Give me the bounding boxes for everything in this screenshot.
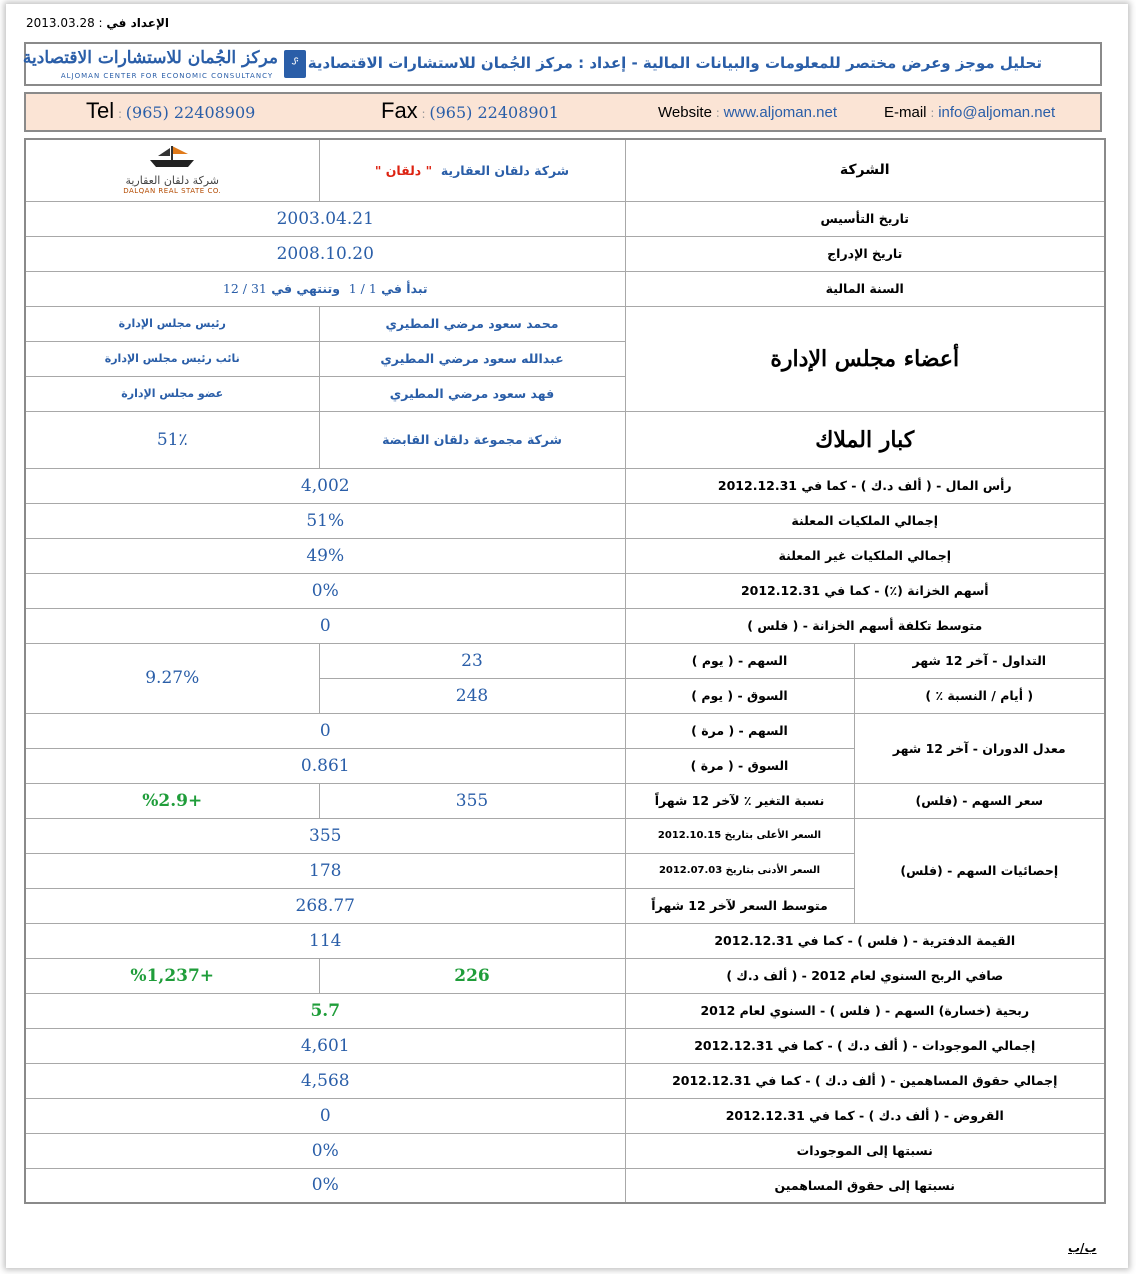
- total-equity-label: إجمالي حقوق المساهمين - ( ألف د.ك ) - كما في 2012.12.31: [625, 1063, 1105, 1098]
- owners-label: كبار الملاك: [815, 426, 915, 453]
- company-name: شركة دلقان العقارية: [440, 162, 570, 178]
- trading-label: التداول - آخر 12 شهر: [854, 643, 1105, 678]
- dalqan-ship-icon: [144, 144, 200, 170]
- listed-value: 2008.10.20: [25, 236, 625, 271]
- report-page: [6, 4, 1128, 1268]
- email-link[interactable]: info@aljoman.net: [938, 104, 1056, 121]
- fiscal-start: 1 / 1: [348, 281, 377, 296]
- capital-label: رأس المال - ( ألف د.ك ) - كما في 2012.12.31: [625, 468, 1105, 503]
- board-label: أعضاء مجلس الإدارة: [770, 345, 960, 372]
- stats-low-value: 178: [25, 853, 625, 888]
- undeclared-ownership-label: إجمالي الملكيات غير المعلنة: [625, 538, 1105, 573]
- fiscal-value: [25, 271, 625, 306]
- profit-change-value: %1,237+: [25, 958, 319, 993]
- total-assets-label: إجمالي الموجودات - ( ألف د.ك ) - كما في 2012.12.31: [625, 1028, 1105, 1063]
- share-price-value: 355: [319, 783, 625, 818]
- fax-value: (965) 22408901: [429, 103, 559, 122]
- trading-market-days: 248: [319, 678, 625, 713]
- board-member-position: رئيس مجلس الإدارة: [25, 306, 319, 341]
- row-share-price: [25, 783, 1105, 818]
- owner-name: شركة مجموعة دلقان القابضة: [319, 411, 625, 468]
- company-data-table: [24, 138, 1106, 1204]
- declared-ownership-value: 51%: [25, 503, 625, 538]
- stats-high-value: 355: [25, 818, 625, 853]
- dalqan-logo-english: DALQAN REAL STATE CO.: [123, 186, 222, 195]
- row-undeclared-ownership: [25, 538, 1105, 573]
- fax-label: Fax: [381, 98, 418, 123]
- stats-high-label: السعر الأعلى بتاريخ 2012.10.15: [625, 818, 854, 853]
- turnover-stock-label: السهم - ( مرة ): [625, 713, 854, 748]
- page-number: ب/ب: [1068, 1241, 1097, 1255]
- row-fiscal-year: [25, 271, 1105, 306]
- owners-label-cell: [625, 411, 1105, 468]
- trading-market-label: السوق - ( يوم ): [625, 678, 854, 713]
- row-loans: [25, 1098, 1105, 1133]
- email-label: E-mail: [884, 104, 927, 121]
- fiscal-end: 31 / 12: [222, 281, 267, 296]
- fiscal-label: السنة المالية: [625, 271, 1105, 306]
- loans-to-assets-value: 0%: [25, 1133, 625, 1168]
- treasury-cost-label: متوسط تكلفة أسهم الخزانة - ( فلس ): [625, 608, 1105, 643]
- prepared-label: الإعداد في: [106, 16, 170, 30]
- trading-sublabel: ( أيام / النسبة ٪ ): [854, 678, 1105, 713]
- board-member-name: عبدالله سعود مرضي المطيري: [319, 341, 625, 376]
- fax-block: Fax : (965) 22408901: [381, 98, 559, 123]
- eps-value: 5.7: [25, 993, 625, 1028]
- prepared-date-value: 2013.03.28: [26, 16, 95, 30]
- tel-block: Tel : (965) 22408909: [86, 98, 256, 123]
- company-label: الشركة: [625, 139, 1105, 201]
- total-equity-value: 4,568: [25, 1063, 625, 1098]
- tel-label: Tel: [86, 98, 115, 123]
- fiscal-start-text: تبدأ في: [381, 281, 428, 296]
- listed-label: تاريخ الإدراج: [625, 236, 1105, 271]
- aljoman-logo-arabic: مركز الجُمان للاستشارات الاقتصادية: [22, 48, 278, 68]
- prepared-date: 2013.03.28 : الإعداد في: [26, 16, 170, 30]
- eps-label: ربحية (خسارة) السهم - ( فلس ) - السنوي لعام 2012: [625, 993, 1105, 1028]
- declared-ownership-label: إجمالي الملكيات المعلنة: [625, 503, 1105, 538]
- email-block: E-mail : info@aljoman.net: [884, 104, 1056, 121]
- row-stats-high: [25, 818, 1105, 853]
- row-turnover-stock: [25, 713, 1105, 748]
- stats-low-label: السعر الأدنى بتاريخ 2012.07.03: [625, 853, 854, 888]
- row-major-owners: [25, 411, 1105, 468]
- dalqan-logo-arabic: شركة دلقان العقارية: [125, 173, 220, 187]
- aljoman-emblem-icon: ⸈: [284, 50, 306, 78]
- founded-label: تاريخ التأسيس: [625, 201, 1105, 236]
- row-capital: [25, 468, 1105, 503]
- turnover-market-value: 0.861: [25, 748, 625, 783]
- trading-stock-days: 23: [319, 643, 625, 678]
- contact-bar: [24, 92, 1102, 132]
- board-member-name: فهد سعود مرضي المطيري: [319, 376, 625, 411]
- website-link[interactable]: www.aljoman.net: [723, 104, 837, 121]
- turnover-market-label: السوق - ( مرة ): [625, 748, 854, 783]
- stats-avg-label: متوسط السعر لآخر 12 شهراً: [625, 888, 854, 923]
- row-loans-to-assets: [25, 1133, 1105, 1168]
- row-total-assets: [25, 1028, 1105, 1063]
- loans-value: 0: [25, 1098, 625, 1133]
- board-member-position: عضو مجلس الإدارة: [25, 376, 319, 411]
- tel-value: (965) 22408909: [125, 103, 256, 122]
- loans-to-equity-label: نسبتها إلى حقوق المساهمين: [625, 1168, 1105, 1203]
- capital-value: 4,002: [25, 468, 625, 503]
- row-treasury-cost: [25, 608, 1105, 643]
- trading-percentage: 9.27%: [25, 643, 319, 713]
- book-value: 114: [25, 923, 625, 958]
- company-short-name: " دلقان ": [374, 162, 433, 178]
- trading-stock-label: السهم - ( يوم ): [625, 643, 854, 678]
- owner-percentage: 51٪: [25, 411, 319, 468]
- book-value-label: القيمة الدفترية - ( فلس ) - كما في 2012.12.31: [625, 923, 1105, 958]
- total-assets-value: 4,601: [25, 1028, 625, 1063]
- row-founded: [25, 201, 1105, 236]
- treasury-cost-value: 0: [25, 608, 625, 643]
- founded-value: 2003.04.21: [25, 201, 625, 236]
- fiscal-end-text: وتنتهي في: [271, 281, 340, 296]
- row-company: [25, 139, 1105, 201]
- website-label: Website: [658, 104, 712, 121]
- report-header: [24, 42, 1102, 86]
- row-listed: [25, 236, 1105, 271]
- aljoman-logo: [22, 48, 306, 82]
- price-change-value: %2.9+: [25, 783, 319, 818]
- price-change-label: نسبة التغير ٪ لآخر 12 شهراً: [625, 783, 854, 818]
- row-trading-stock: [25, 643, 1105, 678]
- board-label-cell: [625, 306, 1105, 411]
- treasury-shares-label: أسهم الخزانة (٪) - كما في 2012.12.31: [625, 573, 1105, 608]
- loans-label: القروض - ( ألف د.ك ) - كما في 2012.12.31: [625, 1098, 1105, 1133]
- loans-to-equity-value: 0%: [25, 1168, 625, 1203]
- row-loans-to-equity: [25, 1168, 1105, 1203]
- row-board-member: [25, 306, 1105, 341]
- turnover-stock-value: 0: [25, 713, 625, 748]
- turnover-label: معدل الدوران - آخر 12 شهر: [854, 713, 1105, 783]
- share-price-label: سعر السهم - (فلس): [854, 783, 1105, 818]
- net-profit-label: صافي الربح السنوي لعام 2012 - ( ألف د.ك ): [625, 958, 1105, 993]
- net-profit-value: 226: [319, 958, 625, 993]
- row-total-equity: [25, 1063, 1105, 1098]
- row-treasury-shares: [25, 573, 1105, 608]
- row-net-profit: [25, 958, 1105, 993]
- row-declared-ownership: [25, 503, 1105, 538]
- undeclared-ownership-value: 49%: [25, 538, 625, 573]
- website-block: Website : www.aljoman.net: [658, 104, 837, 121]
- company-logo: [25, 139, 319, 201]
- report-title: تحليل موجز وعرض مختصر للمعلومات والبيانات المالية - إعداد : مركز الجُمان للاستشارات الاقتصادية: [307, 54, 1042, 72]
- loans-to-assets-label: نسبتها إلى الموجودات: [625, 1133, 1105, 1168]
- row-eps: [25, 993, 1105, 1028]
- board-member-position: نائب رئيس مجلس الإدارة: [25, 341, 319, 376]
- aljoman-logo-english: ALJOMAN CENTER FOR ECONOMIC CONSULTANCY: [60, 72, 274, 80]
- treasury-shares-value: 0%: [25, 573, 625, 608]
- row-book-value: [25, 923, 1105, 958]
- stats-avg-value: 268.77: [25, 888, 625, 923]
- board-member-name: محمد سعود مرضي المطيري: [319, 306, 625, 341]
- stats-label: إحصائيات السهم - (فلس): [854, 818, 1105, 923]
- company-name-cell: [319, 139, 625, 201]
